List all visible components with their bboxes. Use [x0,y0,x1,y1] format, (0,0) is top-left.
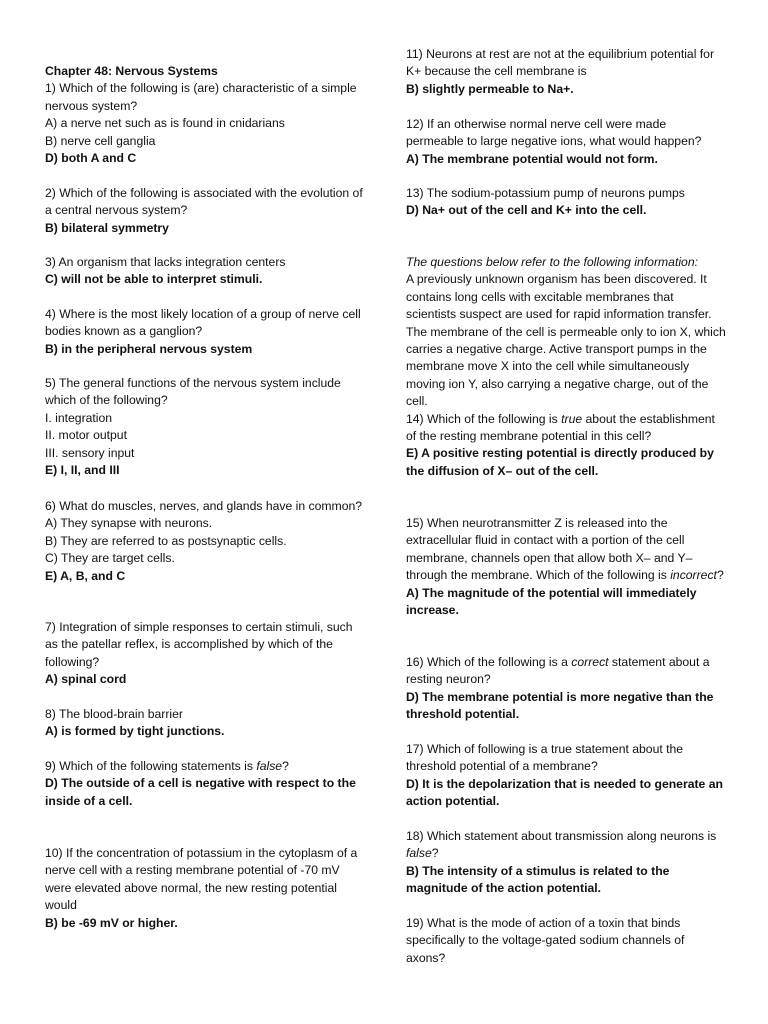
answer: E) I, II, and III [45,463,120,478]
option: A) They synapse with neurons. [45,516,213,531]
question-text: 2) Which of the following is associated with the evolution of a central nervous system? [45,186,363,218]
question-7 [45,619,363,689]
question-11 [406,46,726,98]
answer: B) slightly permeable to Na+. [406,81,574,96]
question-16 [406,654,726,724]
answer: A) The magnitude of the potential will immediately increase. [406,585,697,618]
answer: D) The outside of a cell is negative with respect to the inside of a cell. [45,776,356,808]
answer: D) Na+ out of the cell and K+ into the cell. [406,203,647,218]
question-6 [45,498,363,585]
question-text: 17) Which of following is a true statement about the threshold potential of a membrane? [406,742,684,774]
answer: A) spinal cord [45,672,127,687]
question-8 [45,706,363,741]
question-text: 11) Neurons at rest are not at the equilibrium potential for K+ because the cell membrane is [406,47,715,79]
option: C) They are target cells. [45,551,175,566]
question-text: 3) An organism that lacks integration centers [45,255,286,269]
question-text: 13) The sodium-potassium pump of neurons pumps [406,186,685,200]
answer: D) It is the depolarization that is needed to generate an action potential. [406,776,723,809]
answer: D) The membrane potential is more negative than the threshold potential. [406,689,714,722]
option: B) nerve cell ganglia [45,133,156,148]
info-intro: The questions below refer to the following information: [406,255,698,269]
answer: E) A positive resting potential is directly produced by the diffusion of X– out of the cell. [406,446,714,478]
question-12 [406,116,726,168]
question-14 [406,411,726,481]
answer: E) A, B, and C [45,568,126,583]
info-passage [406,254,726,480]
answer: A) The membrane potential would not form. [406,151,658,166]
option: B) They are referred to as postsynaptic cells. [45,533,287,548]
question-9 [45,758,363,810]
info-text: A previously unknown organism has been discovered. It contains long cells with excitable membranes that scientists suspect are used for rapid information transfer. The membrane of the cell is permeable only to ion X, which carries a negative charge. Active transport pumps in the membrane move X into the cell while simultaneously moving ion Y, also carrying a negative charge, out of the cell. [406,272,726,409]
question-text: 19) What is the mode of action of a toxin that binds specifically to the voltage-gated sodium channels of axons? [406,916,685,965]
option: I. integration [45,410,113,425]
option: II. motor output [45,428,127,443]
question-5 [45,375,363,479]
answer: C) will not be able to interpret stimuli. [45,272,263,287]
answer: B) be -69 mV or higher. [45,915,178,930]
question-text: 5) The general functions of the nervous system include which of the following? [45,376,341,408]
question-text: 15) When neurotransmitter Z is released into the extracellular fluid in contact with a portion of the cell membrane, channels open that allow both X– and Y– through the membrane. Which of the following is incorrect? [406,516,724,583]
question-17 [406,741,726,811]
question-text: 12) If an otherwise normal nerve cell were made permeable to large negative ions, what would happen? [406,117,702,149]
chapter-title: Chapter 48: Nervous Systems [45,64,218,78]
question-2 [45,185,363,237]
answer: B) in the peripheral nervous system [45,341,253,356]
question-text: 18) Which statement about transmission along neurons is false? [406,829,717,861]
question-text: 6) What do muscles, nerves, and glands have in common? [45,499,363,513]
question-text: 1) Which of the following is (are) characteristic of a simple nervous system? [45,81,357,113]
answer: B) The intensity of a stimulus is related to the magnitude of the action potential. [406,863,670,896]
question-1 [45,63,363,167]
option: A) a nerve net such as is found in cnidarians [45,116,285,131]
question-text: 10) If the concentration of potassium in the cytoplasm of a nerve cell with a resting membrane potential of -70 mV were elevated above normal, the new resting potential would [45,846,358,913]
question-19 [406,915,726,967]
question-3 [45,254,363,289]
question-15 [406,515,726,619]
question-text: 7) Integration of simple responses to certain stimuli, such as the patellar reflex, is accomplished by which of the following? [45,620,353,669]
question-text: 4) Where is the most likely location of a group of nerve cell bodies known as a ganglion? [45,307,361,339]
question-text: 14) Which of the following is true about the establishment of the resting membrane potential in this cell? [406,411,715,444]
question-10 [45,845,363,932]
question-18 [406,828,726,898]
answer: D) both A and C [45,151,137,166]
question-4 [45,306,363,358]
question-text: 8) The blood-brain barrier [45,707,183,721]
question-text: 16) Which of the following is a correct statement about a resting neuron? [406,655,710,687]
question-13 [406,185,726,220]
answer: B) bilateral symmetry [45,220,169,235]
question-text: 9) Which of the following statements is false? [45,759,289,773]
option: III. sensory input [45,445,135,460]
answer: A) is formed by tight junctions. [45,724,225,739]
